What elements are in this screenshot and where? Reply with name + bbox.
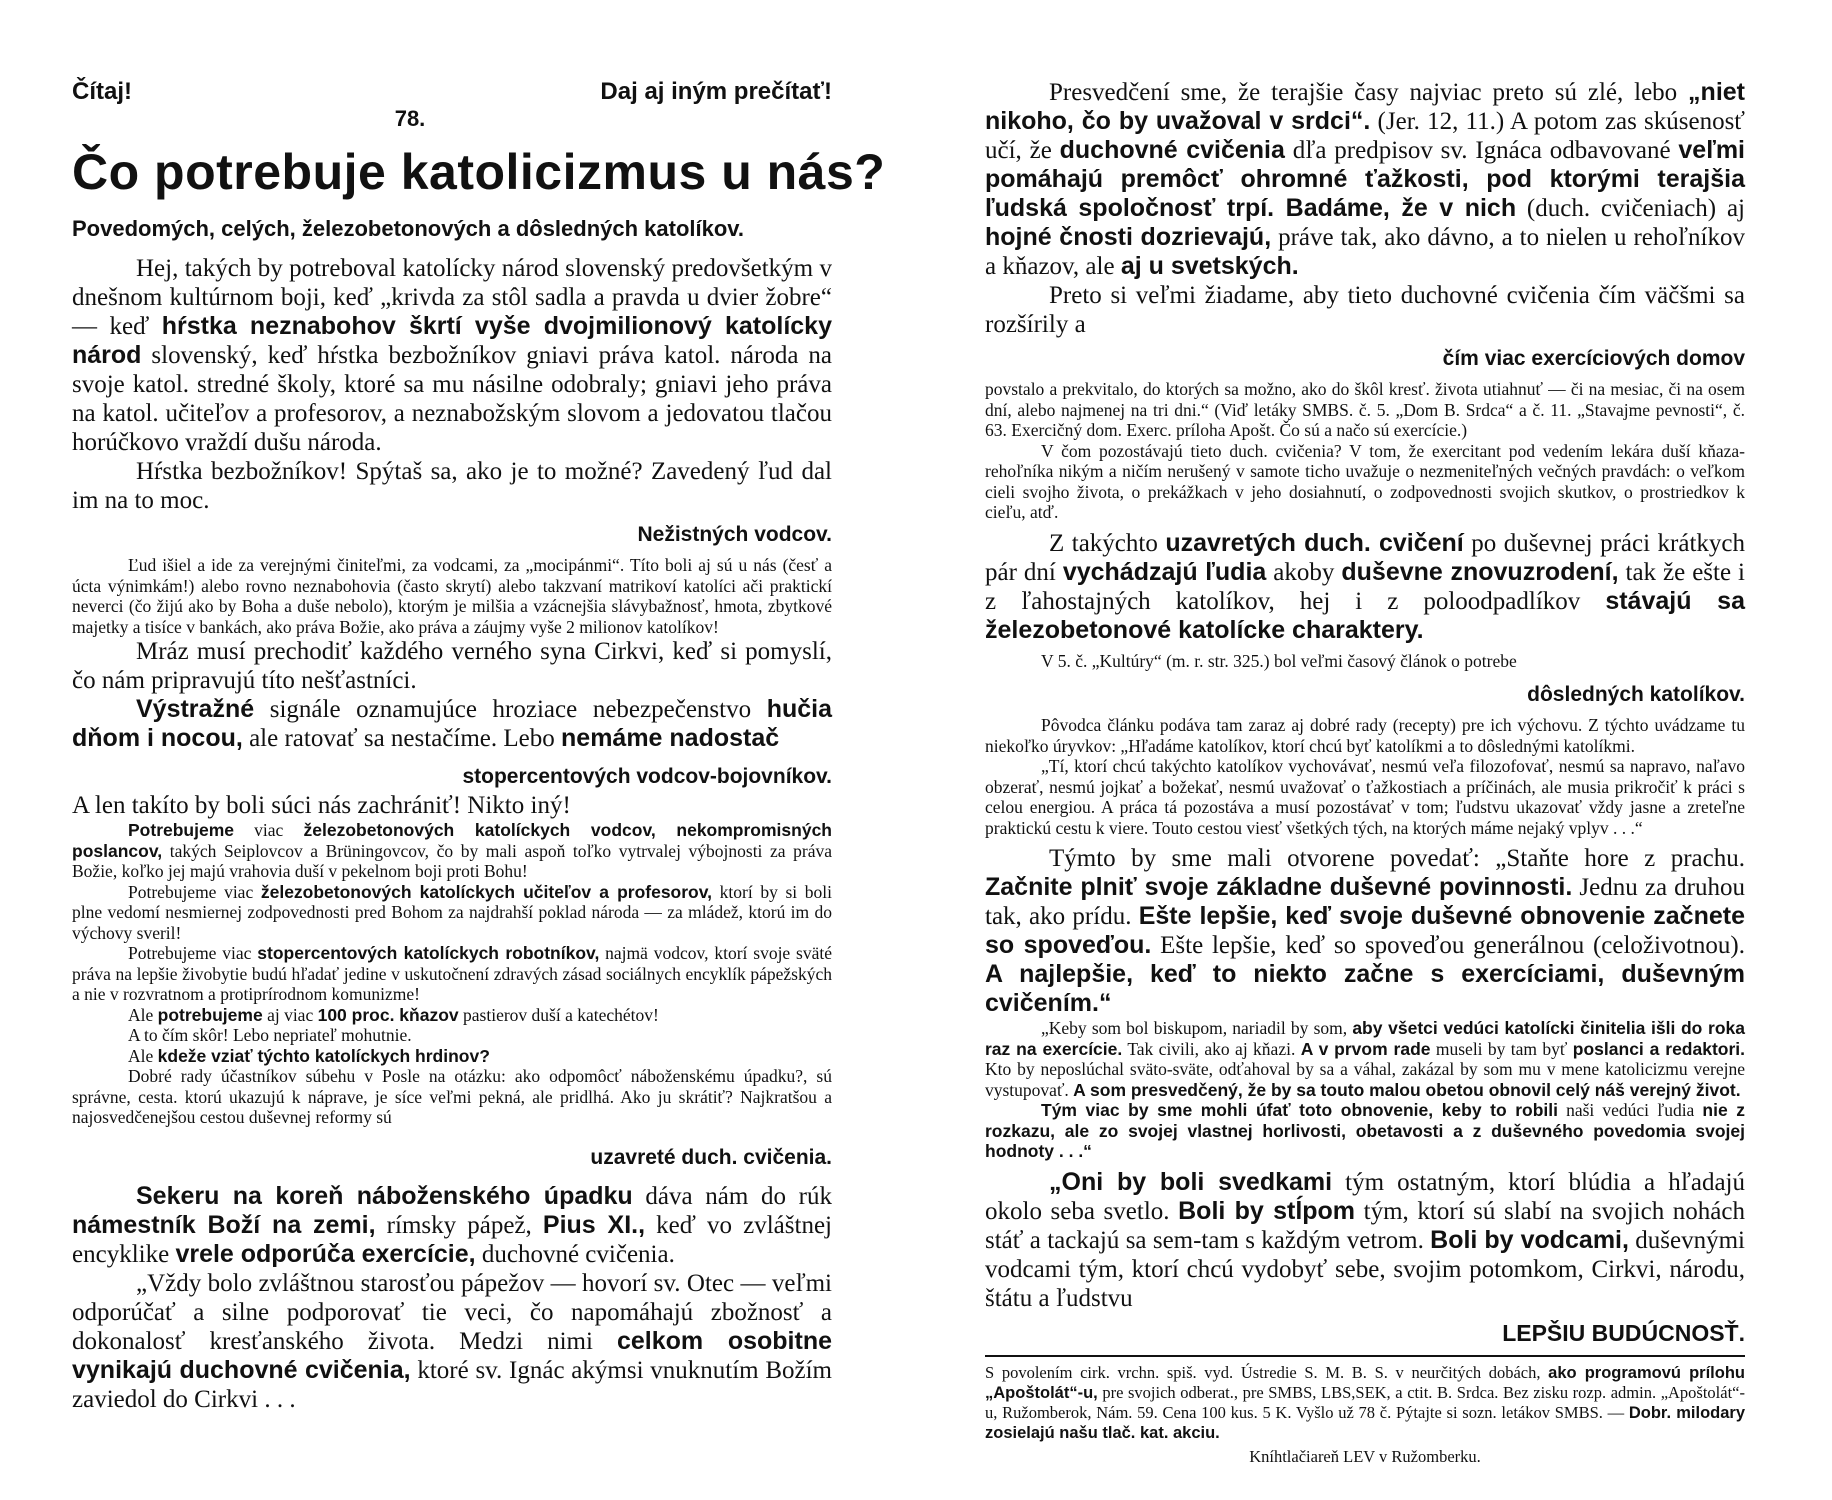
paragraph: Výstražné signále oznamujúce hroziace nebezpečenstvo hučia dňom i nocou, ale ratovať sa nestačíme. Lebo nemáme nadostač	[72, 695, 832, 752]
paragraph: Presvedčení sme, že terajšie časy najviac preto sú zlé, lebo „niet nikoho, čo by uvažoval v srdci“. (Jer. 12, 11.) A potom zas skúsenosť učí, že duchovné cvičenia dľa predpisov sv. Ignáca odbavované veľmi pomáhajú premôcť ohromné ťažkosti, pod ktorými terajšia ľudská spoločnosť trpí. Badáme, že v nich (duch. cvičeniach) aj hojné čnosti dozrievajú, práve tak, ako dávno, a to nielen u rehoľníkov a kňazov, ale aj u svetských.	[985, 78, 1746, 280]
page-subtitle: Povedomých, celých, železobetonových a dôsledných katolíkov.	[72, 216, 745, 241]
page-title: Čo potrebuje katolicizmus u nás?	[72, 144, 886, 200]
left-page	[72, 78, 886, 1414]
printer-line: Kníhtlačiareň LEV v Ružomberku.	[1249, 1446, 1481, 1466]
small-paragraph: Potrebujeme viac stopercentových katolíckych robotníkov, najmä vodcov, ktorí svoje sväté práva na lepšie živobytie budú hľadať jedine v uskutočnení zdravých zásad sociálnych encyklík pápežských a nie v rozvratnom a protiprírodnom komunizme!	[72, 943, 832, 1004]
small-paragraph: „Keby som bol biskupom, nariadil by som, aby všetci vedúci katolícki činitelia išli do roka raz na exercície. Tak civili, ako aj kňazi. A v prvom rade museli by tam byť poslanci a redaktori. Kto by neposlúchal sväto-sväte, odťahoval by sa a váhal, zakázal by som mu v mene katolicizmu verejne vystupovať. A som presvedčený, že by sa touto malou obetou obnovil celý náš verejný život.	[985, 1018, 1746, 1100]
section-heading: dôsledných katolíkov.	[1527, 683, 1745, 706]
paragraph: Mráz musí prechodiť každého verného syna Cirkvi, keď si pomyslí, čo nám pripravujú títo nešťastníci.	[72, 638, 832, 694]
header-read: Čítaj!	[72, 78, 132, 105]
section-heading: uzavreté duch. cvičenia.	[590, 1145, 832, 1169]
section-heading: Nežistných vodcov.	[637, 523, 832, 546]
small-paragraph: Dobré rady účastníkov súbehu v Posle na otázku: ako odpomôcť náboženskému úpadku?, sú správne, cesta. ktorú ukazujú k náprave, je síce veľmi pekná, ale pridlhá. Ako ju skrátiť? Najkratšou a najosvedčenejšou cestou duševnej reformy sú	[72, 1066, 832, 1127]
paragraph: Hej, takých by potreboval katolícky národ slovenský predovšetkým v dnešnom kultúrnom boji, keď „krivda za stôl sadla a pravda u dvier žobre“ — keď hŕstka neznabohov škrtí vyše dvojmilionový katolícky národ slovenský, keď hŕstka bezbožníkov gniavi práva katol. národa na svoje katol. stredné školy, ktoré sa mu násilne odobraly; gniavi jeho práva na katol. učiteľov a profesorov, a neznabožským slovom a jedovatou tlačou horúčkovo vraždí dušu národa.	[72, 255, 832, 456]
issue-number: 78.	[394, 106, 426, 131]
footer-divider	[985, 1355, 1745, 1357]
paragraph: Týmto by sme mali otvorene povedať: „Staňte hore z prachu. Začnite plniť svoje základne duševné povinnosti. Jednu za druhou tak, ako prídu. Ešte lepšie, keď svoje duševné obnovenie začnete so spoveďou. Ešte lepšie, keď so spoveďou generálnou (celoživotnou). A najlepšie, keď to niekto začne s exercíciami, duševným cvičením.“	[985, 845, 1745, 1017]
small-paragraph: Ľud išiel a ide za verejnými činiteľmi, za vodcami, za „mocipánmi“. Títo boli aj sú u nás (česť a úcta výnimkám!) alebo rovno neznabohovia (často skrytí) alebo takzvaní matrikoví katolíci ači praktickí neverci (čo žijú ako by Boha a duše nebolo), ktorým je milšia a vzácnejšia slávybažnosť, hmota, zbytkové majetky a tisíce v bankách, ako práva Božie, ako práva a záujmy vyše 2 milionov katolíkov!	[72, 555, 832, 637]
small-paragraph: „Tí, ktorí chcú takýchto katolíkov vychovávať, nesmú veľa filozofovať, nesmú sa napravo, naľavo obzerať, nesmú jojkať a božekať, nesmú uvažovať o ťažkostiach a príčinách, ale musia prikročiť k práci s celou energiou. A práca tá pozostáva a musí pozostávať v tom; ľudstvu ukazovať vždy jasne a zreteľne praktickú cestu k viere. Touto cestou viesť všetkých tých, na ktorých máme nejaký vplyv . . .“	[985, 756, 1745, 838]
paragraph: Sekeru na koreň náboženského úpadku dáva nám do rúk námestník Boží na zemi, rímsky pápež, Pius XI., keď vo zvláštnej encyklike vrele odporúča exercície, duchovné cvičenia.	[72, 1181, 832, 1268]
closing-heading: LEPŠIU BUDÚCNOSŤ.	[1502, 1319, 1745, 1346]
section-heading: čím viac exercíciových domov	[1442, 347, 1745, 370]
paragraph: „Vždy bolo zvláštnou starosťou pápežov — hovorí sv. Otec — veľmi odporúčať a silne podporovať tie veci, čo napomáhajú zbožnosť a dokonalosť kresťanského života. Medzi nimi celkom osobitne vynikajú duchovné cvičenia, ktoré sv. Ignác akýmsi vnuknutím Božím zaviedol do Cirkvi . . .	[72, 1269, 833, 1413]
right-page	[985, 78, 1745, 1467]
paragraph: A len takíto by boli súci nás zachrániť! Nikto iný!	[72, 792, 571, 819]
footer-imprint: S povolením cirk. vrchn. spiš. vyd. Ústredie S. M. B. S. v neurčitých dobách, ako programovú prílohu „Apoštolát“-u, pre svojich odberat., pre SMBS, LBS,SEK, a ctit. B. Srdca. Bez zisku rozp. admin. „Apoštolát“-u, Ružomberok, Nám. 59. Cena 100 kus. 5 K. Vyšlo už 78 č. Pýtajte si sozn. letákov SMBS. — Dobr. milodary zosielajú našu tlač. kat. akciu.	[985, 1362, 1745, 1442]
section-heading: stopercentových vodcov-bojovníkov.	[462, 765, 832, 788]
small-paragraph: Ale kdeže vziať týchto katolíckych hrdinov?	[128, 1045, 490, 1066]
paragraph: Preto si veľmi žiadame, aby tieto duchovné cvičenia čím väčšmi sa rozšírily a	[985, 282, 1745, 338]
header-line	[72, 78, 832, 110]
small-paragraph: V 5. č. „Kultúry“ (m. r. str. 325.) bol veľmi časový článok o potrebe	[1041, 650, 1517, 671]
paragraph: Hŕstka bezbožníkov! Spýtaš sa, ako je to možné? Zavedený ľud dal im na to moc.	[72, 458, 832, 514]
small-paragraph: povstalo a prekvitalo, do ktorých sa možno, ako do škôl kresť. života utiahnuť — či na mesiac, či na osem dní, alebo najmenej na tri dni.“ (Viď letáky SMBS. č. 5. „Dom B. Srdca“ a č. 11. „Stavajme pevnosti“, č. 63. Exercičný dom. Exerc. príloha Apošt. Čo sú a načo sú exercície.)	[985, 379, 1745, 440]
small-paragraph: Ale potrebujeme aj viac 100 proc. kňazov pastierov duší a katechétov!	[128, 1004, 659, 1025]
small-paragraph: Potrebujeme viac železobetonových katolíckych vodcov, nekompromisných poslancov, takých Seiplovcov a Brüningovcov, čo by mali aspoň toľko vytrvalej výbojnosti za práva Božie, koľko jej majú vrahovia duší v pekelnom boji proti Bohu!	[72, 820, 832, 881]
small-paragraph: V čom pozostávajú tieto duch. cvičenia? V tom, že exercitant pod vedením lekára duší kňaza-rehoľníka nikým a ničím nerušený v samote ticho uvažuje o nezmeniteľných večných pravdách: o veľkom cieli svojho života, o prekážkach v jeho dosiahnutí, o zodpovednosti svojich skutkov, o prostriedkov k cieľu, atď.	[985, 440, 1745, 522]
paragraph: „Oni by boli svedkami tým ostatným, ktorí blúdia a hľadajú okolo seba svetlo. Boli by stĺpom tým, ktorí sú slabí na svojich nohách stáť a tackajú sa sem-tam s každým vetrom. Boli by vodcami, duševnými vodcami tým, ktorí chcú vydobyť sebe, svojim potomkom, Cirkvi, národu, štátu a ľudstvu	[985, 1167, 1746, 1312]
small-paragraph: Tým viac by sme mohli úfať toto obnovenie, keby to robili naši vedúci ľudia nie z rozkazu, ale zo svojej vlastnej horlivosti, obetavosti a z duševného povedomia svojej hodnoty . . .“	[985, 1100, 1746, 1161]
paragraph: Z takýchto uzavretých duch. cvičení po duševnej práci krátkych pár dní vychádzajú ľudia akoby duševne znovuzrodení, tak že ešte i z ľahostajných katolíkov, hej i z poloodpadlíkov stávajú sa železobetonové katolícke charaktery.	[985, 528, 1745, 644]
header-share: Daj aj iným prečítať!	[600, 78, 832, 105]
small-paragraph: Pôvodca článku podáva tam zaraz aj dobré rady (recepty) pre ich výchovu. Z týchto uvádzame tu niekoľko úryvkov: „Hľadáme katolíkov, ktorí chcú byť katolíkmi a to dôslednými katolíkmi.	[985, 715, 1745, 756]
small-paragraph: A to čím skôr! Lebo nepriateľ mohutnie.	[128, 1025, 412, 1045]
small-paragraph: Potrebujeme viac železobetonových katolíckych učiteľov a profesorov, ktorí by si boli plne vedomí nesmiernej zodpovednosti pred Bohom za najdrahší poklad národa — za mládež, ktorú im do výchovy sveril!	[72, 881, 832, 943]
